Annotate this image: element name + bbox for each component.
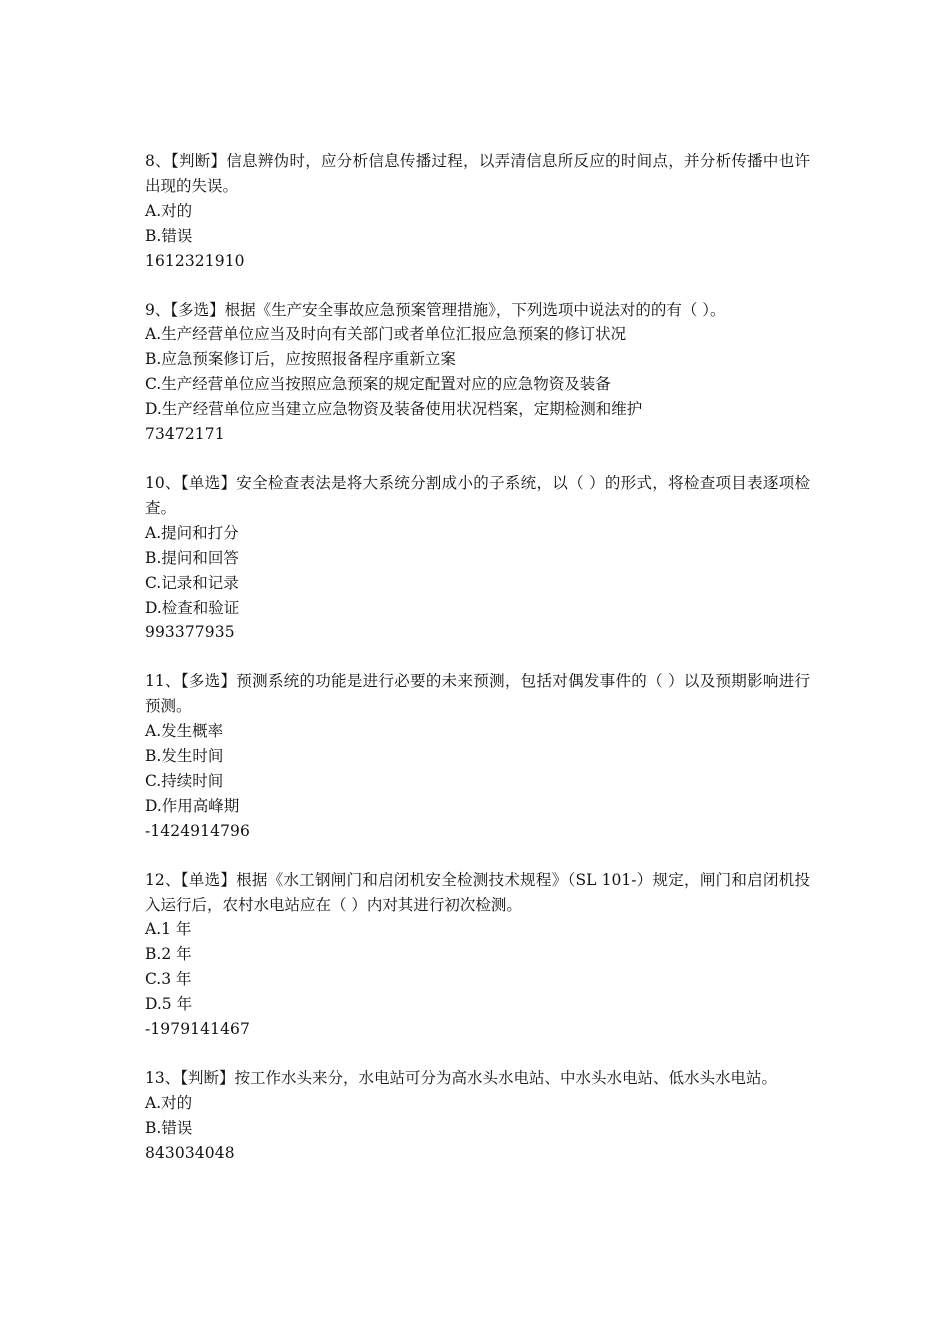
option-b: B.发生时间 [145,747,224,766]
question-11 [145,669,810,843]
option-d: D.生产经营单位应当建立应急物资及装备使用状况档案，定期检测和维护 [145,400,643,419]
option-b: B.错误 [145,1118,193,1137]
question-9 [145,298,810,447]
option-c: C.3 年 [145,970,192,989]
option-a: A.生产经营单位应当及时向有关部门或者单位汇报应急预案的修订状况 [145,325,627,344]
option-b: B.错误 [145,226,193,245]
option-a: A.发生概率 [145,722,224,741]
document-page [145,149,810,1190]
option-c: C.持续时间 [145,771,224,790]
option-d: D.作用高峰期 [145,796,240,815]
question-code: -1979141467 [145,1020,250,1039]
question-stem: 10、【单选】安全检查表法是将大系统分割成小的子系统，以（ ）的形式，将检查项目表逐项检查。 [145,473,810,517]
question-code: 1612321910 [145,251,245,270]
option-d: D.检查和验证 [145,598,240,617]
option-a: A.对的 [145,1093,193,1112]
question-12 [145,868,810,1042]
question-8 [145,149,810,274]
question-code: -1424914796 [145,821,250,840]
question-code: 73472171 [145,425,225,444]
option-d: D.5 年 [145,995,193,1014]
option-c: C.记录和记录 [145,573,239,592]
option-a: A.提问和打分 [145,523,239,542]
question-stem: 11、【多选】预测系统的功能是进行必要的未来预测，包括对偶发事件的（ ）以及预期影响进行预测。 [145,672,810,716]
question-stem: 9、【多选】根据《生产安全事故应急预案管理措施》，下列选项中说法对的的有（ ）。 [145,300,726,319]
question-stem: 8、【判断】信息辨伪时，应分析信息传播过程，以弄清信息所反应的时间点，并分析传播中也许出现的失误。 [145,152,810,195]
question-13 [145,1066,810,1166]
question-code: 843034048 [145,1143,235,1162]
option-a: A.1 年 [145,920,192,939]
option-b: B.应急预案修订后，应按照报备程序重新立案 [145,350,456,369]
question-10 [145,471,810,645]
question-code: 993377935 [145,623,235,642]
question-stem: 12、【单选】根据《水工钢闸门和启闭机安全检测技术规程》（SL 101-）规定，闸门和启闭机投入运行后，农村水电站应在（ ）内对其进行初次检测。 [145,870,810,914]
option-a: A.对的 [145,201,193,220]
option-b: B.2 年 [145,945,192,964]
option-c: C.生产经营单位应当按照应急预案的规定配置对应的应急物资及装备 [145,375,611,394]
question-stem: 13、【判断】按工作水头来分，水电站可分为高水头水电站、中水头水电站、低水头水电站。 [145,1069,777,1087]
option-b: B.提问和回答 [145,548,239,567]
